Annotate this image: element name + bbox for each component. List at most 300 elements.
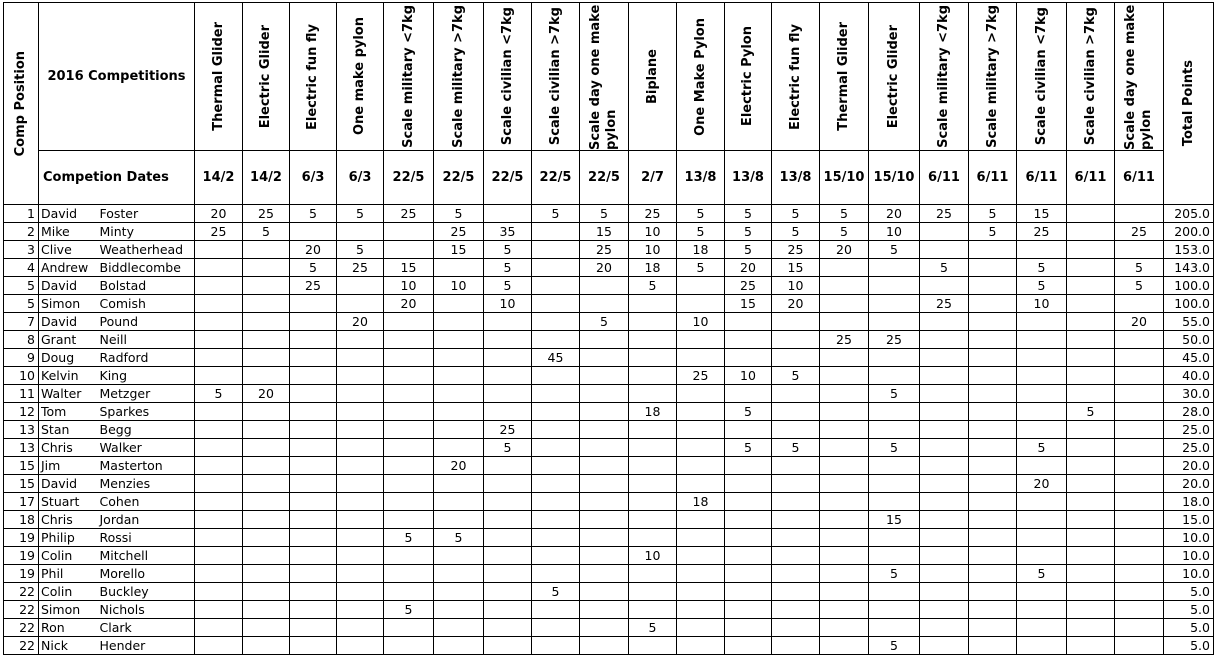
score-cell[interactable] xyxy=(580,475,629,493)
score-cell[interactable] xyxy=(725,565,772,583)
score-cell[interactable] xyxy=(1067,421,1115,439)
score-cell[interactable] xyxy=(920,619,969,637)
score-cell[interactable] xyxy=(384,403,434,421)
event-date[interactable]: 13/8 xyxy=(772,151,820,205)
event-header[interactable] xyxy=(869,3,920,151)
first-name-cell[interactable]: Walter xyxy=(39,385,98,403)
score-cell[interactable] xyxy=(1017,601,1067,619)
total-cell[interactable]: 20.0 xyxy=(1164,475,1214,493)
first-name-cell[interactable]: Ron xyxy=(39,619,98,637)
score-cell[interactable]: 20 xyxy=(337,313,384,331)
score-cell[interactable] xyxy=(677,439,725,457)
score-cell[interactable] xyxy=(677,277,725,295)
event-date[interactable]: 22/5 xyxy=(484,151,532,205)
last-name-cell[interactable]: Comish xyxy=(98,295,195,313)
score-cell[interactable] xyxy=(1067,457,1115,475)
score-cell[interactable] xyxy=(677,565,725,583)
score-cell[interactable] xyxy=(1115,565,1164,583)
score-cell[interactable] xyxy=(243,565,290,583)
score-cell[interactable] xyxy=(1017,583,1067,601)
score-cell[interactable] xyxy=(869,277,920,295)
score-cell[interactable] xyxy=(1115,475,1164,493)
score-cell[interactable] xyxy=(869,349,920,367)
score-cell[interactable] xyxy=(772,601,820,619)
score-cell[interactable] xyxy=(969,493,1017,511)
score-cell[interactable]: 5 xyxy=(434,205,484,223)
score-cell[interactable] xyxy=(484,349,532,367)
score-cell[interactable] xyxy=(195,457,243,475)
score-cell[interactable]: 5 xyxy=(677,223,725,241)
score-cell[interactable]: 18 xyxy=(629,403,677,421)
event-date[interactable]: 6/11 xyxy=(920,151,969,205)
score-cell[interactable] xyxy=(195,313,243,331)
event-date[interactable]: 6/11 xyxy=(1115,151,1164,205)
last-name-cell[interactable]: Morello xyxy=(98,565,195,583)
total-cell[interactable]: 5.0 xyxy=(1164,619,1214,637)
score-cell[interactable]: 5 xyxy=(290,205,337,223)
score-cell[interactable] xyxy=(629,601,677,619)
score-cell[interactable]: 5 xyxy=(484,439,532,457)
score-cell[interactable] xyxy=(337,619,384,637)
score-cell[interactable] xyxy=(725,457,772,475)
event-date[interactable]: 15/10 xyxy=(869,151,920,205)
score-cell[interactable] xyxy=(195,295,243,313)
score-cell[interactable]: 10 xyxy=(484,295,532,313)
event-header[interactable] xyxy=(920,3,969,151)
score-cell[interactable]: 25 xyxy=(772,241,820,259)
score-cell[interactable] xyxy=(869,475,920,493)
total-cell[interactable]: 153.0 xyxy=(1164,241,1214,259)
first-name-cell[interactable]: Grant xyxy=(39,331,98,349)
first-name-cell[interactable]: Mike xyxy=(39,223,98,241)
score-cell[interactable]: 5 xyxy=(484,259,532,277)
score-cell[interactable] xyxy=(195,277,243,295)
score-cell[interactable] xyxy=(629,385,677,403)
score-cell[interactable] xyxy=(1067,385,1115,403)
score-cell[interactable] xyxy=(820,457,869,475)
event-date[interactable]: 6/3 xyxy=(337,151,384,205)
score-cell[interactable]: 5 xyxy=(384,601,434,619)
score-cell[interactable] xyxy=(629,331,677,349)
score-cell[interactable] xyxy=(580,421,629,439)
score-cell[interactable] xyxy=(195,475,243,493)
score-cell[interactable] xyxy=(969,259,1017,277)
score-cell[interactable]: 25 xyxy=(920,205,969,223)
score-cell[interactable] xyxy=(484,313,532,331)
score-cell[interactable] xyxy=(243,601,290,619)
event-header[interactable] xyxy=(434,3,484,151)
score-cell[interactable] xyxy=(1067,637,1115,655)
event-header[interactable] xyxy=(290,3,337,151)
score-cell[interactable] xyxy=(384,349,434,367)
score-cell[interactable] xyxy=(532,601,580,619)
score-cell[interactable] xyxy=(532,511,580,529)
score-cell[interactable] xyxy=(725,313,772,331)
score-cell[interactable] xyxy=(290,223,337,241)
score-cell[interactable] xyxy=(484,493,532,511)
event-date[interactable]: 6/11 xyxy=(969,151,1017,205)
score-cell[interactable] xyxy=(920,241,969,259)
last-name-cell[interactable]: Menzies xyxy=(98,475,195,493)
score-cell[interactable] xyxy=(677,421,725,439)
score-cell[interactable] xyxy=(677,601,725,619)
score-cell[interactable] xyxy=(532,421,580,439)
score-cell[interactable] xyxy=(920,475,969,493)
score-cell[interactable]: 5 xyxy=(725,241,772,259)
score-cell[interactable] xyxy=(820,439,869,457)
score-cell[interactable] xyxy=(434,439,484,457)
score-cell[interactable] xyxy=(772,565,820,583)
score-cell[interactable] xyxy=(337,637,384,655)
score-cell[interactable] xyxy=(243,583,290,601)
score-cell[interactable] xyxy=(484,619,532,637)
position-cell[interactable]: 22 xyxy=(4,619,39,637)
first-name-cell[interactable]: Tom xyxy=(39,403,98,421)
last-name-cell[interactable]: Bolstad xyxy=(98,277,195,295)
score-cell[interactable] xyxy=(1115,637,1164,655)
score-cell[interactable] xyxy=(434,385,484,403)
score-cell[interactable]: 35 xyxy=(484,223,532,241)
score-cell[interactable] xyxy=(772,421,820,439)
score-cell[interactable] xyxy=(337,601,384,619)
score-cell[interactable] xyxy=(580,619,629,637)
score-cell[interactable] xyxy=(725,349,772,367)
score-cell[interactable] xyxy=(532,529,580,547)
total-cell[interactable]: 50.0 xyxy=(1164,331,1214,349)
event-header[interactable] xyxy=(772,3,820,151)
score-cell[interactable] xyxy=(1115,205,1164,223)
score-cell[interactable] xyxy=(920,421,969,439)
score-cell[interactable] xyxy=(384,457,434,475)
event-header[interactable] xyxy=(1115,3,1164,151)
score-cell[interactable] xyxy=(629,493,677,511)
score-cell[interactable] xyxy=(580,295,629,313)
total-points-header[interactable] xyxy=(1164,3,1214,205)
score-cell[interactable] xyxy=(869,313,920,331)
score-cell[interactable] xyxy=(677,331,725,349)
score-cell[interactable] xyxy=(580,583,629,601)
score-cell[interactable]: 20 xyxy=(195,205,243,223)
score-cell[interactable] xyxy=(384,547,434,565)
score-cell[interactable] xyxy=(1115,241,1164,259)
score-cell[interactable]: 5 xyxy=(1017,259,1067,277)
score-cell[interactable] xyxy=(484,529,532,547)
score-cell[interactable]: 5 xyxy=(195,385,243,403)
score-cell[interactable] xyxy=(195,259,243,277)
score-cell[interactable] xyxy=(337,547,384,565)
score-cell[interactable]: 5 xyxy=(1067,403,1115,421)
score-cell[interactable] xyxy=(820,565,869,583)
score-cell[interactable] xyxy=(580,637,629,655)
score-cell[interactable] xyxy=(434,367,484,385)
total-cell[interactable]: 205.0 xyxy=(1164,205,1214,223)
score-cell[interactable] xyxy=(772,457,820,475)
score-cell[interactable] xyxy=(1115,331,1164,349)
score-cell[interactable]: 10 xyxy=(629,547,677,565)
score-cell[interactable]: 5 xyxy=(384,529,434,547)
position-cell[interactable]: 5 xyxy=(4,295,39,313)
first-name-cell[interactable]: Colin xyxy=(39,583,98,601)
score-cell[interactable] xyxy=(820,637,869,655)
score-cell[interactable] xyxy=(1115,601,1164,619)
score-cell[interactable] xyxy=(869,367,920,385)
score-cell[interactable]: 5 xyxy=(1115,277,1164,295)
score-cell[interactable] xyxy=(1017,331,1067,349)
total-cell[interactable]: 45.0 xyxy=(1164,349,1214,367)
first-name-cell[interactable]: David xyxy=(39,475,98,493)
score-cell[interactable] xyxy=(629,637,677,655)
score-cell[interactable] xyxy=(869,457,920,475)
score-cell[interactable] xyxy=(969,457,1017,475)
score-cell[interactable] xyxy=(532,637,580,655)
score-cell[interactable]: 10 xyxy=(869,223,920,241)
score-cell[interactable] xyxy=(772,385,820,403)
score-cell[interactable] xyxy=(1017,457,1067,475)
score-cell[interactable] xyxy=(969,511,1017,529)
score-cell[interactable]: 5 xyxy=(580,205,629,223)
score-cell[interactable]: 20 xyxy=(580,259,629,277)
score-cell[interactable]: 18 xyxy=(677,493,725,511)
score-cell[interactable]: 5 xyxy=(969,205,1017,223)
position-cell[interactable]: 4 xyxy=(4,259,39,277)
score-cell[interactable] xyxy=(290,403,337,421)
score-cell[interactable]: 25 xyxy=(1017,223,1067,241)
score-cell[interactable] xyxy=(384,475,434,493)
score-cell[interactable] xyxy=(772,619,820,637)
score-cell[interactable] xyxy=(1017,385,1067,403)
score-cell[interactable] xyxy=(772,583,820,601)
score-cell[interactable] xyxy=(337,277,384,295)
score-cell[interactable] xyxy=(337,403,384,421)
score-cell[interactable] xyxy=(820,403,869,421)
score-cell[interactable]: 5 xyxy=(677,205,725,223)
score-cell[interactable] xyxy=(243,295,290,313)
score-cell[interactable] xyxy=(290,529,337,547)
score-cell[interactable] xyxy=(920,493,969,511)
score-cell[interactable] xyxy=(337,385,384,403)
event-date[interactable]: 13/8 xyxy=(725,151,772,205)
score-cell[interactable] xyxy=(629,529,677,547)
score-cell[interactable] xyxy=(532,385,580,403)
score-cell[interactable]: 15 xyxy=(384,259,434,277)
score-cell[interactable]: 15 xyxy=(434,241,484,259)
score-cell[interactable]: 5 xyxy=(869,385,920,403)
score-cell[interactable]: 25 xyxy=(243,205,290,223)
last-name-cell[interactable]: Masterton xyxy=(98,457,195,475)
score-cell[interactable] xyxy=(532,619,580,637)
score-cell[interactable] xyxy=(920,637,969,655)
score-cell[interactable]: 5 xyxy=(677,259,725,277)
event-header[interactable] xyxy=(820,3,869,151)
score-cell[interactable] xyxy=(337,421,384,439)
score-cell[interactable] xyxy=(434,601,484,619)
score-cell[interactable] xyxy=(869,601,920,619)
position-cell[interactable]: 11 xyxy=(4,385,39,403)
score-cell[interactable] xyxy=(1067,583,1115,601)
score-cell[interactable] xyxy=(290,511,337,529)
score-cell[interactable] xyxy=(532,493,580,511)
score-cell[interactable] xyxy=(532,313,580,331)
score-cell[interactable] xyxy=(772,313,820,331)
score-cell[interactable] xyxy=(1067,259,1115,277)
event-date[interactable]: 13/8 xyxy=(677,151,725,205)
score-cell[interactable] xyxy=(532,403,580,421)
score-cell[interactable] xyxy=(337,295,384,313)
score-cell[interactable] xyxy=(532,457,580,475)
last-name-cell[interactable]: Weatherhead xyxy=(98,241,195,259)
score-cell[interactable] xyxy=(772,547,820,565)
score-cell[interactable]: 5 xyxy=(337,205,384,223)
score-cell[interactable] xyxy=(1115,457,1164,475)
score-cell[interactable] xyxy=(820,259,869,277)
score-cell[interactable] xyxy=(820,475,869,493)
score-cell[interactable]: 18 xyxy=(629,259,677,277)
score-cell[interactable]: 5 xyxy=(820,205,869,223)
score-cell[interactable] xyxy=(484,547,532,565)
score-cell[interactable] xyxy=(1115,511,1164,529)
score-cell[interactable] xyxy=(195,529,243,547)
score-cell[interactable] xyxy=(920,565,969,583)
score-cell[interactable]: 15 xyxy=(580,223,629,241)
last-name-cell[interactable]: Hender xyxy=(98,637,195,655)
score-cell[interactable] xyxy=(195,547,243,565)
score-cell[interactable] xyxy=(1067,223,1115,241)
score-cell[interactable] xyxy=(969,367,1017,385)
last-name-cell[interactable]: Neill xyxy=(98,331,195,349)
score-cell[interactable] xyxy=(772,637,820,655)
score-cell[interactable] xyxy=(820,547,869,565)
position-cell[interactable]: 22 xyxy=(4,583,39,601)
score-cell[interactable]: 5 xyxy=(629,277,677,295)
score-cell[interactable]: 10 xyxy=(384,277,434,295)
score-cell[interactable]: 10 xyxy=(629,223,677,241)
last-name-cell[interactable]: Rossi xyxy=(98,529,195,547)
last-name-cell[interactable]: Clark xyxy=(98,619,195,637)
event-date[interactable]: 22/5 xyxy=(434,151,484,205)
position-cell[interactable]: 19 xyxy=(4,547,39,565)
score-cell[interactable]: 5 xyxy=(532,583,580,601)
score-cell[interactable] xyxy=(384,421,434,439)
total-cell[interactable]: 10.0 xyxy=(1164,529,1214,547)
score-cell[interactable] xyxy=(969,619,1017,637)
score-cell[interactable]: 15 xyxy=(1017,205,1067,223)
last-name-cell[interactable]: Radford xyxy=(98,349,195,367)
score-cell[interactable] xyxy=(677,511,725,529)
score-cell[interactable] xyxy=(1017,493,1067,511)
position-cell[interactable]: 18 xyxy=(4,511,39,529)
score-cell[interactable] xyxy=(290,601,337,619)
score-cell[interactable] xyxy=(969,403,1017,421)
score-cell[interactable] xyxy=(920,547,969,565)
score-cell[interactable] xyxy=(243,439,290,457)
score-cell[interactable] xyxy=(384,493,434,511)
total-cell[interactable]: 5.0 xyxy=(1164,637,1214,655)
score-cell[interactable] xyxy=(1115,529,1164,547)
score-cell[interactable] xyxy=(337,439,384,457)
score-cell[interactable] xyxy=(1017,547,1067,565)
score-cell[interactable] xyxy=(243,637,290,655)
score-cell[interactable]: 25 xyxy=(725,277,772,295)
last-name-cell[interactable]: Begg xyxy=(98,421,195,439)
score-cell[interactable] xyxy=(629,349,677,367)
position-cell[interactable]: 17 xyxy=(4,493,39,511)
position-cell[interactable]: 5 xyxy=(4,277,39,295)
score-cell[interactable] xyxy=(677,583,725,601)
score-cell[interactable] xyxy=(920,601,969,619)
first-name-cell[interactable]: Simon xyxy=(39,601,98,619)
score-cell[interactable] xyxy=(969,439,1017,457)
score-cell[interactable] xyxy=(337,475,384,493)
first-name-cell[interactable]: Simon xyxy=(39,295,98,313)
score-cell[interactable] xyxy=(1067,349,1115,367)
score-cell[interactable] xyxy=(677,529,725,547)
last-name-cell[interactable]: Pound xyxy=(98,313,195,331)
score-cell[interactable] xyxy=(969,241,1017,259)
score-cell[interactable] xyxy=(580,601,629,619)
score-cell[interactable]: 5 xyxy=(629,619,677,637)
score-cell[interactable] xyxy=(434,565,484,583)
score-cell[interactable] xyxy=(969,349,1017,367)
score-cell[interactable] xyxy=(243,457,290,475)
score-cell[interactable] xyxy=(1067,547,1115,565)
score-cell[interactable] xyxy=(384,565,434,583)
score-cell[interactable] xyxy=(772,349,820,367)
first-name-cell[interactable]: Jim xyxy=(39,457,98,475)
first-name-cell[interactable]: Stan xyxy=(39,421,98,439)
event-date[interactable]: 14/2 xyxy=(243,151,290,205)
score-cell[interactable] xyxy=(434,349,484,367)
score-cell[interactable] xyxy=(434,547,484,565)
score-cell[interactable] xyxy=(869,529,920,547)
score-cell[interactable] xyxy=(725,331,772,349)
score-cell[interactable]: 5 xyxy=(772,439,820,457)
score-cell[interactable] xyxy=(290,565,337,583)
score-cell[interactable] xyxy=(1067,277,1115,295)
total-cell[interactable]: 25.0 xyxy=(1164,439,1214,457)
score-cell[interactable]: 5 xyxy=(725,223,772,241)
score-cell[interactable]: 5 xyxy=(1017,277,1067,295)
score-cell[interactable] xyxy=(869,295,920,313)
score-cell[interactable] xyxy=(772,529,820,547)
position-cell[interactable]: 15 xyxy=(4,475,39,493)
score-cell[interactable] xyxy=(580,403,629,421)
score-cell[interactable] xyxy=(820,367,869,385)
last-name-cell[interactable]: Minty xyxy=(98,223,195,241)
score-cell[interactable] xyxy=(384,637,434,655)
score-cell[interactable] xyxy=(384,385,434,403)
score-cell[interactable] xyxy=(772,493,820,511)
score-cell[interactable] xyxy=(532,241,580,259)
first-name-cell[interactable]: Philip xyxy=(39,529,98,547)
score-cell[interactable] xyxy=(580,367,629,385)
event-header[interactable] xyxy=(195,3,243,151)
score-cell[interactable] xyxy=(820,601,869,619)
score-cell[interactable] xyxy=(1017,619,1067,637)
score-cell[interactable] xyxy=(290,313,337,331)
score-cell[interactable] xyxy=(532,565,580,583)
score-cell[interactable] xyxy=(969,637,1017,655)
score-cell[interactable] xyxy=(969,331,1017,349)
score-cell[interactable] xyxy=(677,403,725,421)
score-cell[interactable] xyxy=(532,439,580,457)
score-cell[interactable] xyxy=(484,205,532,223)
score-cell[interactable] xyxy=(532,331,580,349)
score-cell[interactable] xyxy=(484,385,532,403)
score-cell[interactable] xyxy=(337,511,384,529)
score-cell[interactable]: 10 xyxy=(677,313,725,331)
score-cell[interactable] xyxy=(290,475,337,493)
score-cell[interactable] xyxy=(484,511,532,529)
